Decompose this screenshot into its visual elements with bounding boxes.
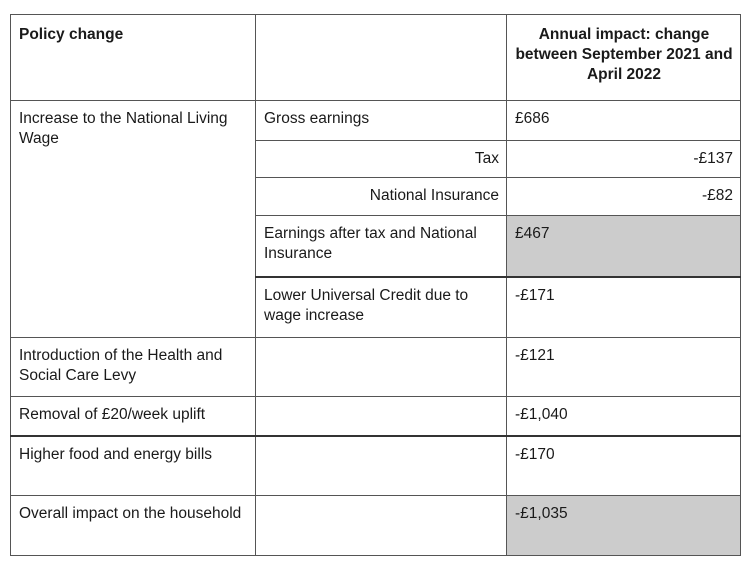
header-component-cell bbox=[256, 15, 507, 101]
component-cell bbox=[256, 277, 507, 338]
table-row bbox=[11, 338, 741, 397]
value-label: -£1,040 bbox=[515, 406, 568, 423]
nlw-policy-label: Increase to the National Living Wage bbox=[19, 110, 228, 147]
value-cell bbox=[507, 216, 741, 277]
header-component bbox=[256, 15, 506, 31]
value-label: -£171 bbox=[515, 286, 555, 304]
component-cell bbox=[256, 178, 507, 216]
policy-label: Removal of £20/week uplift bbox=[19, 406, 206, 423]
value-cell bbox=[507, 436, 741, 496]
component-label: Earnings after tax and National Insurance bbox=[264, 225, 477, 262]
table-row bbox=[11, 397, 741, 436]
header-row bbox=[11, 15, 741, 101]
component-cell bbox=[256, 338, 507, 397]
component-cell bbox=[256, 141, 507, 178]
component-cell bbox=[256, 496, 507, 556]
value-label: -£170 bbox=[515, 445, 555, 463]
value-label: -£82 bbox=[701, 187, 733, 204]
value-label: -£1,035 bbox=[515, 505, 568, 522]
header-policy: Policy change bbox=[19, 26, 124, 43]
policy-cell bbox=[11, 338, 256, 397]
policy-cell bbox=[11, 397, 256, 436]
value-cell bbox=[507, 496, 741, 556]
value-label: £686 bbox=[515, 110, 550, 127]
value-label: -£121 bbox=[515, 347, 555, 364]
component-cell bbox=[256, 436, 507, 496]
component-label: National Insurance bbox=[369, 187, 499, 204]
header-impact-cell bbox=[507, 15, 741, 101]
value-cell bbox=[507, 277, 741, 338]
component-cell bbox=[256, 216, 507, 277]
component-label: Gross earnings bbox=[264, 110, 370, 127]
value-cell bbox=[507, 397, 741, 436]
value-cell bbox=[507, 338, 741, 397]
header-impact: Annual impact: change between September 2021 and April 2022 bbox=[515, 26, 733, 83]
table-row bbox=[11, 101, 741, 141]
nlw-policy-cell bbox=[11, 101, 256, 338]
policy-impact-table bbox=[10, 14, 741, 556]
component-label: Lower Universal Credit due to wage increase bbox=[264, 286, 469, 324]
policy-label: Higher food and energy bills bbox=[19, 445, 213, 463]
value-label: -£137 bbox=[693, 150, 733, 167]
policy-cell bbox=[11, 436, 256, 496]
component-cell bbox=[256, 397, 507, 436]
table-row bbox=[11, 496, 741, 556]
component-cell bbox=[256, 101, 507, 141]
policy-cell bbox=[11, 496, 256, 556]
component-label: Tax bbox=[474, 150, 499, 167]
value-cell bbox=[507, 178, 741, 216]
policy-label: Overall impact on the household bbox=[19, 505, 242, 522]
value-label: £467 bbox=[515, 225, 550, 242]
value-cell bbox=[507, 141, 741, 178]
table-row bbox=[11, 436, 741, 496]
policy-label: Introduction of the Health and Social Care Levy bbox=[19, 347, 223, 384]
value-cell bbox=[507, 101, 741, 141]
header-policy-cell bbox=[11, 15, 256, 101]
